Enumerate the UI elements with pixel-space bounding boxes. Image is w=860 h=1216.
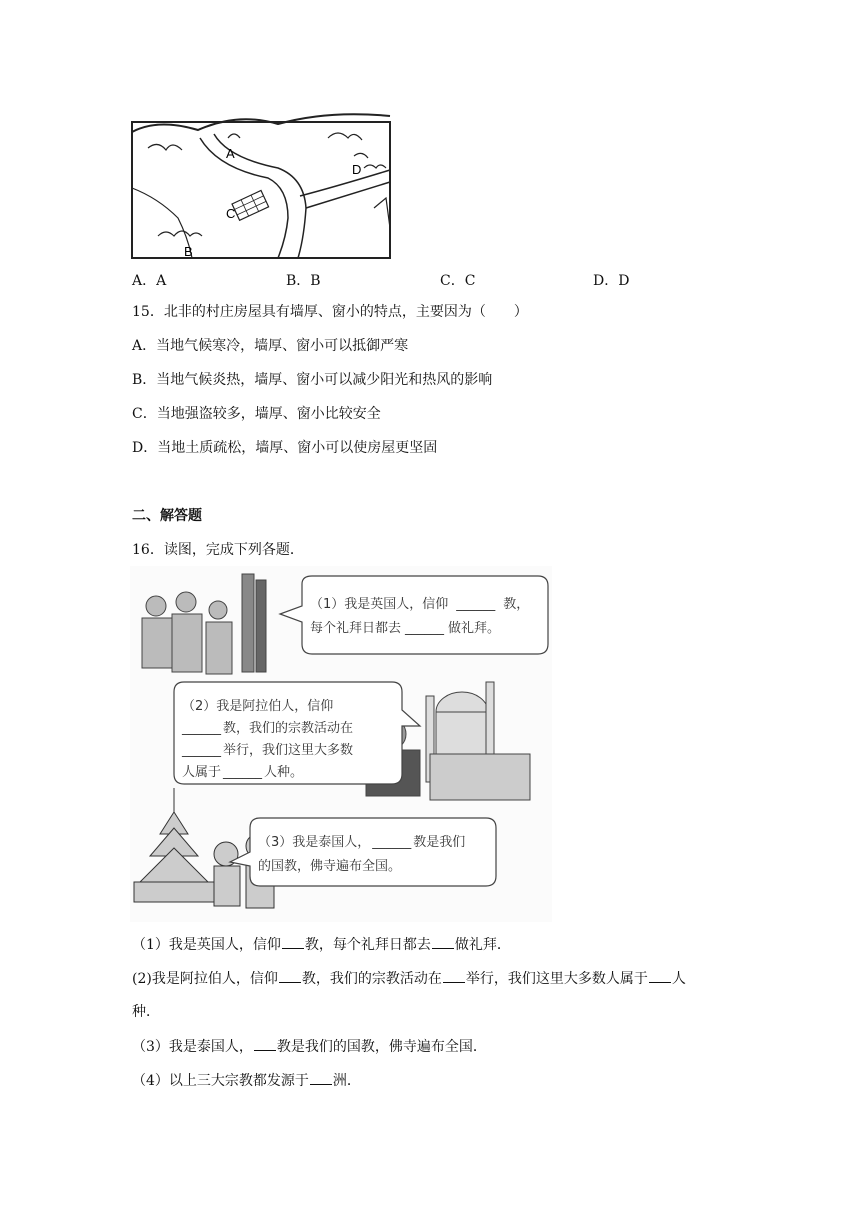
bubble3-line1b: 教是我们: [413, 835, 466, 850]
bubble3-line1a: （3）我是泰国人，: [258, 835, 371, 850]
bubble2-line1: （2）我是阿拉伯人，信仰: [182, 699, 334, 714]
q16-stem: 16．读图，完成下列各题．: [132, 542, 304, 558]
blank-6[interactable]: [254, 1036, 276, 1051]
svg-text:______教，我们的宗教活动在: ______ 教，我们的宗教活动在: [182, 721, 354, 736]
map-label-b: B: [184, 244, 193, 259]
bubble2-line4b: 人种。: [264, 765, 304, 780]
map-label-c: C: [226, 206, 236, 221]
blank-7[interactable]: [310, 1070, 332, 1085]
blank-3[interactable]: [279, 968, 301, 983]
q15-option-d[interactable]: D．当地土质疏松，墙厚、窗小可以使房屋更坚固: [132, 440, 438, 456]
q15-option-b[interactable]: B．当地气候炎热，墙厚、窗小可以减少阳光和热风的影响: [132, 372, 493, 388]
svg-text:（1）我是英国人，信仰______教，: （1）我是英国人，信仰 ______ 教，: [310, 597, 530, 612]
section-title: 二、解答题: [132, 508, 202, 524]
bubble2-line2: 教，我们的宗教活动在: [223, 721, 354, 736]
blank-1[interactable]: [282, 934, 304, 949]
q16-part4: （4）以上三大宗教都发源于 洲．: [132, 1070, 361, 1091]
q14-option-d[interactable]: D．D: [593, 273, 630, 289]
q15-stem: 15．北非的村庄房屋具有墙厚、窗小的特点，主要因为（ ）: [132, 304, 528, 320]
bubble2-line3: 举行，我们这里大多数: [223, 743, 354, 758]
map-figure: [128, 108, 394, 262]
svg-text:（3）我是泰国人，______教是我们: （3）我是泰国人， ______ 教是我们: [258, 835, 466, 850]
bubble1-line1b: 教，: [503, 597, 530, 612]
blank-5[interactable]: [649, 968, 671, 983]
q16-part1: （1）我是英国人，信仰 教，每个礼拜日都去 做礼拜．: [132, 934, 511, 955]
q16-part2: (2)我是阿拉伯人，信仰 教，我们的宗教活动在 举行，我们这里大多数人属于 人: [132, 968, 686, 989]
q15-option-c[interactable]: C．当地强盗较多，墙厚、窗小比较安全: [132, 406, 381, 422]
q16-illustration: [130, 566, 552, 922]
bubble3-line2: 的国教，佛寺遍布全国。: [258, 859, 402, 874]
svg-text:每个礼拜日都去______做礼拜。: 每个礼拜日都去 ______ 做礼拜。: [310, 621, 501, 636]
q14-option-b[interactable]: B．B: [286, 273, 321, 289]
bubble1-line2a: 每个礼拜日都去: [310, 621, 402, 636]
q14-option-a[interactable]: A．A: [132, 273, 167, 289]
q14-option-c[interactable]: C．C: [440, 273, 476, 289]
map-label-a: A: [226, 146, 235, 161]
q16-part2-cont: 种．: [132, 1004, 160, 1020]
bubble1-line1a: （1）我是英国人，信仰: [310, 597, 449, 612]
blank-4[interactable]: [443, 968, 465, 983]
svg-text:______举行，我们这里大多数: ______ 举行，我们这里大多数: [182, 743, 354, 758]
map-label-d: D: [352, 162, 362, 177]
blank-2[interactable]: [432, 934, 454, 949]
q15-option-a[interactable]: A．当地气候寒冷，墙厚、窗小可以抵御严寒: [132, 338, 409, 354]
bubble2-line4a: 人属于: [182, 765, 222, 780]
q16-part3: （3）我是泰国人， 教是我们的国教，佛寺遍布全国．: [132, 1036, 487, 1057]
svg-text:人属于______人种。: 人属于 ______ 人种。: [182, 765, 304, 780]
bubble1-line2b: 做礼拜。: [448, 621, 501, 636]
